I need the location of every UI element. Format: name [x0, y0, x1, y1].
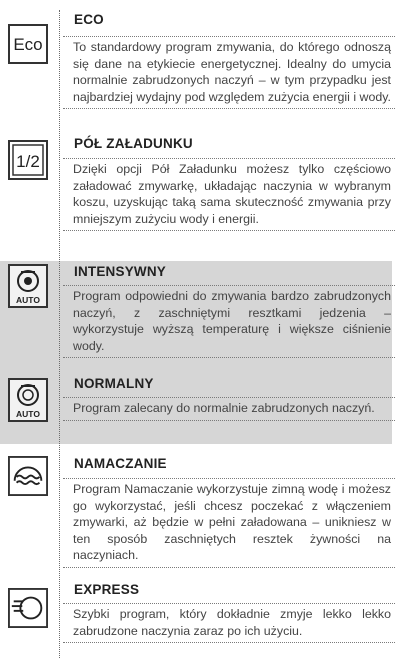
program-title: NAMACZANIE [74, 456, 167, 471]
program-description: Program Namaczanie wykorzystuje zimną wodę i możesz go wykorzystać, jeśli chcesz poczekać z włączeniem zmywarki, aż będzie w pełni załadowana – unikniesz w ten sposób zaschniętych resztek żywności na naczyniach. [63, 478, 395, 568]
program-description: Dzięki opcji Pół Załadunku możesz tylko częściowo załadować zmywarkę, układając naczynia w wybranym koszu, uzyskując taką sama skuteczność zmywania przy mniejszym zużyciu wody i energii. [63, 158, 395, 231]
program-title: INTENSYWNY [74, 264, 167, 279]
intensive-icon-label: AUTO [16, 295, 40, 305]
program-title: EXPRESS [74, 582, 140, 597]
intensive-auto-icon [8, 266, 48, 306]
program-description: Szybki program, który dokładnie zmyje lekko lekko zabrudzone naczynia zaraz po ich użyciu. [63, 603, 395, 643]
eco-icon [8, 24, 48, 64]
normal-auto-icon [8, 380, 48, 420]
dotted-guide-line [59, 10, 60, 658]
program-title: NORMALNY [74, 376, 154, 391]
program-description: Program zalecany do normalnie zabrudzonych naczyń. [63, 397, 395, 421]
soak-icon [8, 456, 48, 496]
half-load-icon [8, 140, 48, 180]
program-title: PÓŁ ZAŁADUNKU [74, 136, 193, 151]
half-load-icon-label: 1/2 [16, 152, 40, 171]
program-description: To standardowy program zmywania, do którego odnoszą się dane na etykiecie energetycznej. Idealny do umycia normalnie zabrudzonych naczyń – w tym przypadku jest najbardziej wydajny pod względem zużycia energii i wody. [63, 36, 395, 109]
eco-icon-label: Eco [13, 35, 43, 54]
express-icon [8, 588, 48, 628]
program-title: ECO [74, 12, 104, 27]
normal-icon-label: AUTO [16, 409, 40, 419]
program-description: Program odpowiedni do zmywania bardzo zabrudzonych naczyń, z zaschniętymi resztkami jedzenia – wykorzystuje wyższą temperaturę i większe ciśnienie wody. [63, 285, 395, 358]
